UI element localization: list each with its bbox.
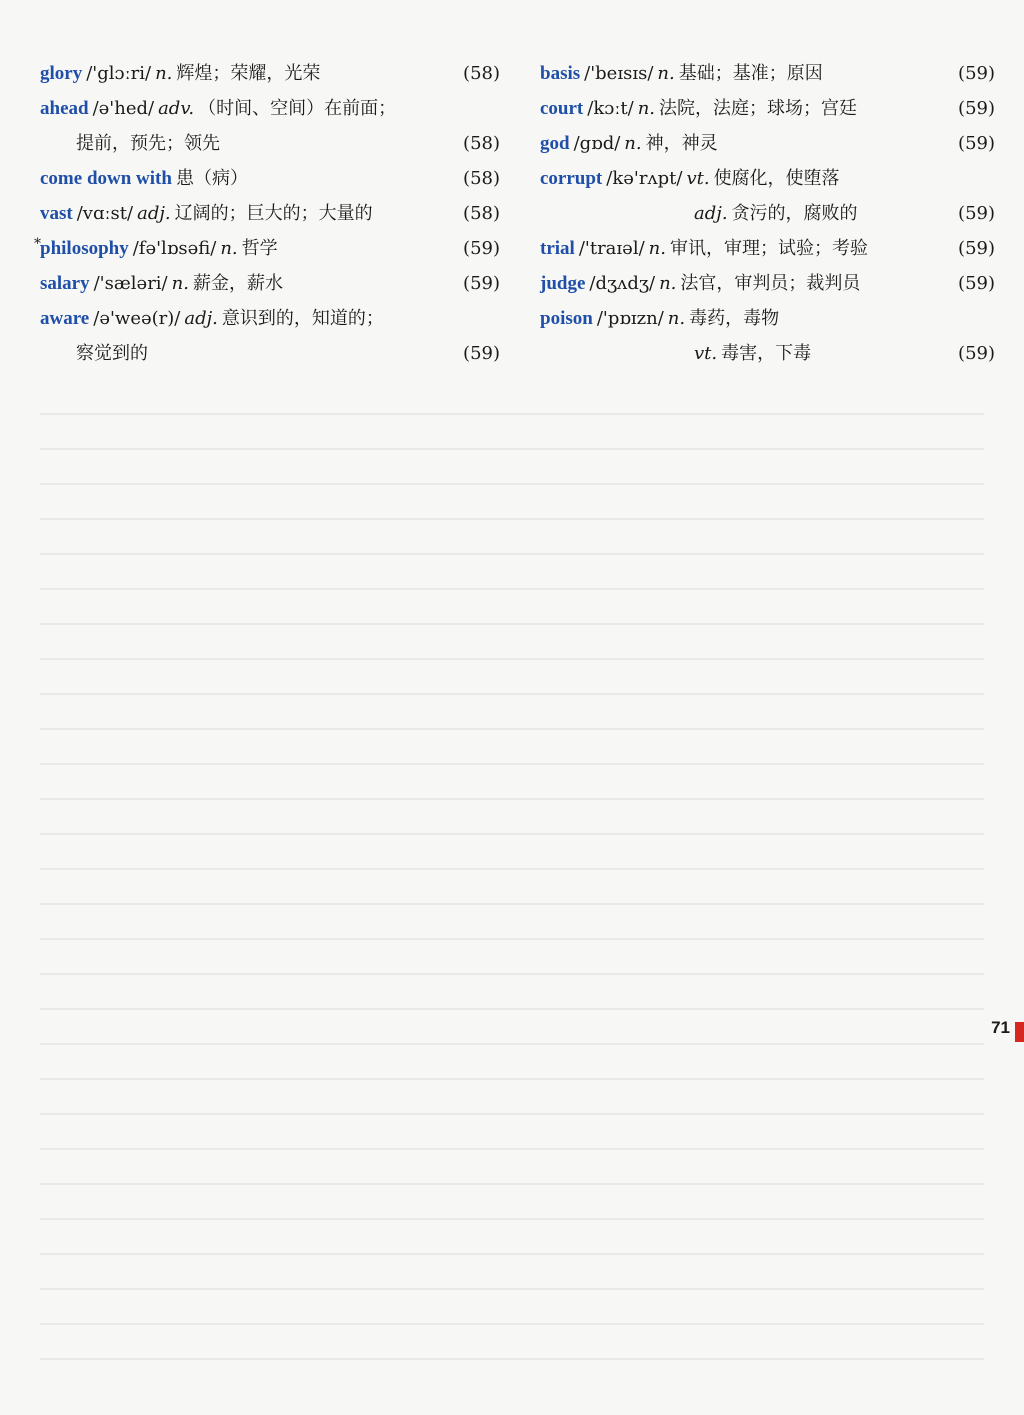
entry-line — [540, 231, 995, 266]
vocab-column-left — [34, 56, 500, 371]
page-reference: (59) — [958, 343, 995, 364]
pronunciation: /'traɪəl/ — [578, 238, 645, 259]
headword: aware — [40, 308, 90, 329]
definition: 提前，预先；领先 — [76, 133, 220, 154]
part-of-speech: n. — [155, 63, 173, 84]
page-reference: (59) — [463, 343, 500, 364]
entry-line — [34, 231, 500, 266]
entry-line — [540, 91, 995, 126]
headword: glory — [40, 63, 83, 84]
definition: 毒药，毒物 — [689, 308, 780, 329]
page-reference: (58) — [463, 168, 500, 189]
page-reference: (59) — [958, 238, 995, 259]
pronunciation: /'glɔːri/ — [86, 63, 152, 84]
definition: 毒害，下毒 — [721, 343, 812, 364]
page-reference: (59) — [958, 133, 995, 154]
page-reference: (59) — [958, 63, 995, 84]
definition: 法院，法庭；球场；宫廷 — [659, 98, 858, 119]
entry-line-continued — [540, 196, 995, 231]
entry-line — [40, 161, 500, 196]
page-reference: (58) — [463, 63, 500, 84]
definition: 哲学 — [241, 238, 278, 259]
vocab-entry-judge — [540, 266, 995, 301]
definition: （时间、空间）在前面； — [198, 98, 397, 119]
page-reference: (59) — [958, 203, 995, 224]
vocab-entry-aware — [40, 301, 500, 371]
part-of-speech: n. — [171, 273, 189, 294]
part-of-speech: vt. — [686, 168, 710, 189]
definition: 意识到的，知道的； — [221, 308, 384, 329]
part-of-speech: adj. — [137, 203, 171, 224]
entry-line — [540, 126, 995, 161]
vocab-column-right — [540, 56, 995, 371]
headword: ahead — [40, 98, 89, 119]
bleed-through-background — [0, 380, 1024, 1390]
part-of-speech: adv. — [158, 98, 195, 119]
headword: corrupt — [540, 168, 603, 189]
pronunciation: /'sæləri/ — [93, 273, 168, 294]
part-of-speech: n. — [220, 238, 238, 259]
definition: 基础；基准；原因 — [678, 63, 823, 84]
entry-line — [540, 301, 995, 336]
part-of-speech: n. — [659, 273, 677, 294]
headword: judge — [540, 273, 586, 294]
headword: salary — [40, 273, 90, 294]
page-reference: (59) — [463, 273, 500, 294]
vocab-entry-basis — [540, 56, 995, 91]
headword: basis — [540, 63, 581, 84]
definition: 审讯，审理；试验；考验 — [669, 238, 868, 259]
headword: trial — [540, 238, 575, 259]
pronunciation: /'pɒɪzn/ — [596, 308, 664, 329]
pronunciation: /kɔːt/ — [587, 98, 634, 119]
asterisk-marker: * — [34, 236, 41, 252]
part-of-speech: adj. — [184, 308, 218, 329]
page-number: 71 — [991, 1018, 1010, 1037]
part-of-speech: vt. — [694, 343, 718, 364]
vocab-entry-philosophy — [34, 231, 500, 266]
vocab-entry-ahead — [40, 91, 500, 161]
vocab-entry-trial — [540, 231, 995, 266]
headword: poison — [540, 308, 593, 329]
pronunciation: /ə'hed/ — [92, 98, 155, 119]
definition: 辽阔的；巨大的；大量的 — [174, 203, 373, 224]
entry-line — [40, 91, 500, 126]
entry-line — [40, 56, 500, 91]
pronunciation: /gɒd/ — [573, 133, 621, 154]
page-reference: (59) — [463, 238, 500, 259]
vocab-entry-court — [540, 91, 995, 126]
entry-line — [40, 196, 500, 231]
pronunciation: /ə'weə(r)/ — [93, 308, 181, 329]
page-reference: (59) — [958, 98, 995, 119]
vocab-entry-god — [540, 126, 995, 161]
entry-line — [40, 266, 500, 301]
pronunciation: /kə'rʌpt/ — [606, 168, 683, 189]
pronunciation: /fə'lɒsəfi/ — [132, 238, 217, 259]
part-of-speech: n. — [657, 63, 675, 84]
part-of-speech: n. — [667, 308, 686, 329]
part-of-speech: n. — [648, 238, 666, 259]
page-reference: (58) — [463, 133, 500, 154]
definition: 贪污的，腐败的 — [731, 203, 858, 224]
entry-line — [540, 56, 995, 91]
headword: come down with — [40, 168, 172, 189]
entry-line-continued — [40, 336, 500, 371]
entry-line-continued — [540, 336, 995, 371]
part-of-speech: adj. — [694, 203, 728, 224]
entry-line — [540, 161, 995, 196]
vocab-entry-corrupt — [540, 161, 995, 231]
vocab-entry-salary — [40, 266, 500, 301]
definition: 患（病） — [175, 168, 248, 189]
entry-line — [40, 301, 500, 336]
definition: 神，神灵 — [645, 133, 718, 154]
page-edge-tab — [1015, 1022, 1024, 1042]
pronunciation: /vɑːst/ — [76, 203, 134, 224]
entry-line — [540, 266, 995, 301]
vocab-entry-come-down-with — [40, 161, 500, 196]
vocab-entry-poison — [540, 301, 995, 371]
headword: god — [540, 133, 570, 154]
headword: vast — [40, 203, 73, 224]
definition: 察觉到的 — [76, 343, 148, 364]
page-reference: (58) — [463, 203, 500, 224]
headword: court — [540, 98, 584, 119]
definition: 使腐化，使堕落 — [713, 168, 840, 189]
part-of-speech: n. — [637, 98, 656, 119]
definition: 薪金，薪水 — [192, 273, 283, 294]
definition: 辉煌；荣耀，光荣 — [176, 63, 321, 84]
page-reference: (59) — [958, 273, 995, 294]
definition: 法官，审判员；裁判员 — [680, 273, 861, 294]
vocab-entry-glory — [40, 56, 500, 91]
pronunciation: /'beɪsɪs/ — [584, 63, 654, 84]
headword: philosophy — [40, 238, 129, 259]
vocab-entry-vast — [40, 196, 500, 231]
part-of-speech: n. — [624, 133, 642, 154]
pronunciation: /dʒʌdʒ/ — [589, 273, 656, 294]
entry-line-continued — [40, 126, 500, 161]
